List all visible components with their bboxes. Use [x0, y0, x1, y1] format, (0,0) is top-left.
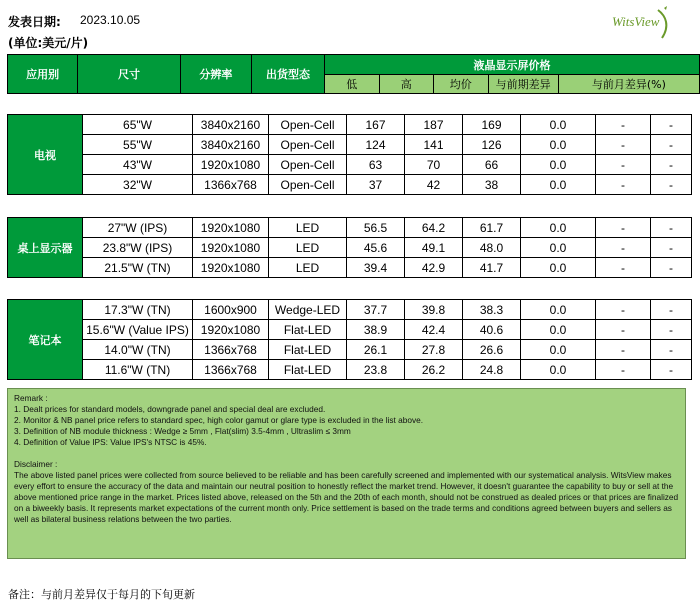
high-cell: 27.8 [405, 340, 463, 360]
remark-item: 2. Monitor & NB panel price refers to standard spec, high color gamut or glare type is excluded in the list above. [14, 415, 424, 425]
resolution-cell: 1920x1080 [193, 155, 269, 175]
avg-cell: 41.7 [463, 258, 521, 278]
diff-prev-month-pct-cell: - [651, 155, 692, 175]
high-cell: 42 [405, 175, 463, 195]
category-notebook: 笔记本 [8, 300, 83, 380]
avg-cell: 169 [463, 115, 521, 135]
table-row [8, 218, 692, 238]
diff-prev-period-cell: 0.0 [521, 155, 596, 175]
remark-item: 1. Dealt prices for standard models, downgrade panel and special deal are excluded. [14, 404, 326, 414]
unit-label: (单位:美元/片) [8, 36, 89, 50]
shipment-cell: LED [269, 238, 347, 258]
col-panel-price-group: 液晶显示屏价格 [325, 55, 700, 75]
low-cell: 124 [347, 135, 405, 155]
diff-prev-month-cell: - [596, 300, 651, 320]
size-cell: 43"W [83, 155, 193, 175]
shipment-cell: Wedge-LED [269, 300, 347, 320]
avg-cell: 126 [463, 135, 521, 155]
diff-prev-period-cell: 0.0 [521, 135, 596, 155]
high-cell: 42.9 [405, 258, 463, 278]
high-cell: 64.2 [405, 218, 463, 238]
diff-prev-period-cell: 0.0 [521, 115, 596, 135]
high-cell: 39.8 [405, 300, 463, 320]
diff-prev-month-cell: - [596, 320, 651, 340]
disclaimer-title: Disclaimer : [14, 459, 58, 469]
col-resolution: 分辨率 [180, 55, 251, 94]
size-cell: 27"W (IPS) [83, 218, 193, 238]
shipment-cell: LED [269, 258, 347, 278]
diff-prev-period-cell: 0.0 [521, 320, 596, 340]
remark-title: Remark : [14, 393, 48, 403]
diff-prev-period-cell: 0.0 [521, 340, 596, 360]
shipment-cell: LED [269, 218, 347, 238]
diff-prev-month-cell: - [596, 175, 651, 195]
avg-cell: 24.8 [463, 360, 521, 380]
low-cell: 167 [347, 115, 405, 135]
resolution-cell: 1920x1080 [193, 238, 269, 258]
shipment-cell: Open-Cell [269, 135, 347, 155]
shipment-cell: Open-Cell [269, 115, 347, 135]
table-row [8, 115, 692, 135]
diff-prev-month-pct-cell: - [651, 320, 692, 340]
diff-prev-month-pct-cell: - [651, 175, 692, 195]
high-cell: 26.2 [405, 360, 463, 380]
table-row [8, 258, 692, 278]
table-row [8, 175, 692, 195]
remark-item: 4. Definition of Value IPS: Value IPS's NTSC is 45%. [14, 437, 207, 447]
avg-cell: 38.3 [463, 300, 521, 320]
high-cell: 187 [405, 115, 463, 135]
tv-price-table [7, 114, 692, 195]
size-cell: 17.3"W (TN) [83, 300, 193, 320]
avg-cell: 40.6 [463, 320, 521, 340]
high-cell: 141 [405, 135, 463, 155]
resolution-cell: 1366x768 [193, 360, 269, 380]
shipment-cell: Flat-LED [269, 360, 347, 380]
resolution-cell: 3840x2160 [193, 135, 269, 155]
low-cell: 56.5 [347, 218, 405, 238]
size-cell: 14.0"W (TN) [83, 340, 193, 360]
diff-prev-period-cell: 0.0 [521, 175, 596, 195]
diff-prev-month-cell: - [596, 340, 651, 360]
size-cell: 65"W [83, 115, 193, 135]
low-cell: 38.9 [347, 320, 405, 340]
col-avg: 均价 [434, 75, 489, 94]
diff-prev-period-cell: 0.0 [521, 300, 596, 320]
resolution-cell: 1366x768 [193, 175, 269, 195]
remark-item: 3. Definition of NB module thickness : Wedge ≥ 5mm , Flat(slim) 3.5-4mm , Ultraslim ≤ 3mm [14, 426, 351, 436]
shipment-cell: Open-Cell [269, 155, 347, 175]
size-cell: 55"W [83, 135, 193, 155]
diff-prev-period-cell: 0.0 [521, 360, 596, 380]
high-cell: 49.1 [405, 238, 463, 258]
table-row [8, 300, 692, 320]
low-cell: 23.8 [347, 360, 405, 380]
size-cell: 23.8"W (IPS) [83, 238, 193, 258]
diff-prev-month-pct-cell: - [651, 340, 692, 360]
diff-prev-month-pct-cell: - [651, 360, 692, 380]
diff-prev-month-pct-cell: - [651, 258, 692, 278]
shipment-cell: Open-Cell [269, 175, 347, 195]
table-row [8, 155, 692, 175]
table-row [8, 238, 692, 258]
resolution-cell: 1920x1080 [193, 258, 269, 278]
high-cell: 42.4 [405, 320, 463, 340]
col-high: 高 [379, 75, 434, 94]
publish-date-label: 发表日期: [8, 15, 61, 29]
col-category: 应用别 [8, 55, 78, 94]
table-row [8, 340, 692, 360]
low-cell: 45.6 [347, 238, 405, 258]
low-cell: 63 [347, 155, 405, 175]
diff-prev-month-cell: - [596, 218, 651, 238]
resolution-cell: 1600x900 [193, 300, 269, 320]
resolution-cell: 1920x1080 [193, 320, 269, 340]
low-cell: 39.4 [347, 258, 405, 278]
col-vs-prev-period: 与前期差异 [488, 75, 558, 94]
table-row [8, 135, 692, 155]
shipment-cell: Flat-LED [269, 320, 347, 340]
logo-text: WitsView [612, 14, 660, 29]
resolution-cell: 1366x768 [193, 340, 269, 360]
publish-date-value: 2023.10.05 [80, 13, 141, 27]
diff-prev-month-pct-cell: - [651, 300, 692, 320]
col-shipment-type: 出货型态 [251, 55, 324, 94]
diff-prev-month-pct-cell: - [651, 238, 692, 258]
diff-prev-month-pct-cell: - [651, 135, 692, 155]
diff-prev-period-cell: 0.0 [521, 238, 596, 258]
avg-cell: 48.0 [463, 238, 521, 258]
diff-prev-month-cell: - [596, 238, 651, 258]
size-cell: 15.6"W (Value IPS) [83, 320, 193, 340]
category-monitor: 桌上显示器 [8, 218, 83, 278]
col-vs-prev-month: 与前月差异(%) [558, 75, 699, 94]
diff-prev-month-pct-cell: - [651, 218, 692, 238]
col-size: 尺寸 [78, 55, 181, 94]
low-cell: 37.7 [347, 300, 405, 320]
avg-cell: 61.7 [463, 218, 521, 238]
resolution-cell: 1920x1080 [193, 218, 269, 238]
table-row [8, 360, 692, 380]
disclaimer-text: The above listed panel prices were collected from source believed to be reliable and has been carefully screened and implemented with our systematical analysis. WitsView makes every effort to ensure the accuracy of the data and maintain our neutral position to honestly reflect the market trend. However, it doesn't guarantee the capability to buy or sell at the above mentioned price range in the market. Prices listed above, released on the 5th and the 20th of each month, should not be construed as dealed prices or that prices are finalized on a biweekly basis. It represents market expectations of the current month only. Price settlement is based on the trade terms and conditions agreed between buyers and sellers as well as bilateral business relations between the two parties. [14, 470, 679, 524]
remarks-panel [7, 388, 686, 559]
footnote: 备注：与前月差异仅于每月的下旬更新 [8, 588, 195, 601]
resolution-cell: 3840x2160 [193, 115, 269, 135]
size-cell: 32"W [83, 175, 193, 195]
high-cell: 70 [405, 155, 463, 175]
table-row [8, 320, 692, 340]
size-cell: 11.6"W (TN) [83, 360, 193, 380]
diff-prev-month-cell: - [596, 155, 651, 175]
diff-prev-period-cell: 0.0 [521, 218, 596, 238]
diff-prev-month-cell: - [596, 360, 651, 380]
shipment-cell: Flat-LED [269, 340, 347, 360]
diff-prev-month-pct-cell: - [651, 115, 692, 135]
low-cell: 26.1 [347, 340, 405, 360]
low-cell: 37 [347, 175, 405, 195]
diff-prev-month-cell: - [596, 115, 651, 135]
diff-prev-month-cell: - [596, 258, 651, 278]
notebook-price-table [7, 299, 692, 380]
avg-cell: 66 [463, 155, 521, 175]
diff-prev-period-cell: 0.0 [521, 258, 596, 278]
avg-cell: 26.6 [463, 340, 521, 360]
size-cell: 21.5"W (TN) [83, 258, 193, 278]
avg-cell: 38 [463, 175, 521, 195]
diff-prev-month-cell: - [596, 135, 651, 155]
price-table-header [7, 54, 700, 94]
col-low: 低 [325, 75, 380, 94]
category-tv: 电视 [8, 115, 83, 195]
monitor-price-table [7, 217, 692, 278]
